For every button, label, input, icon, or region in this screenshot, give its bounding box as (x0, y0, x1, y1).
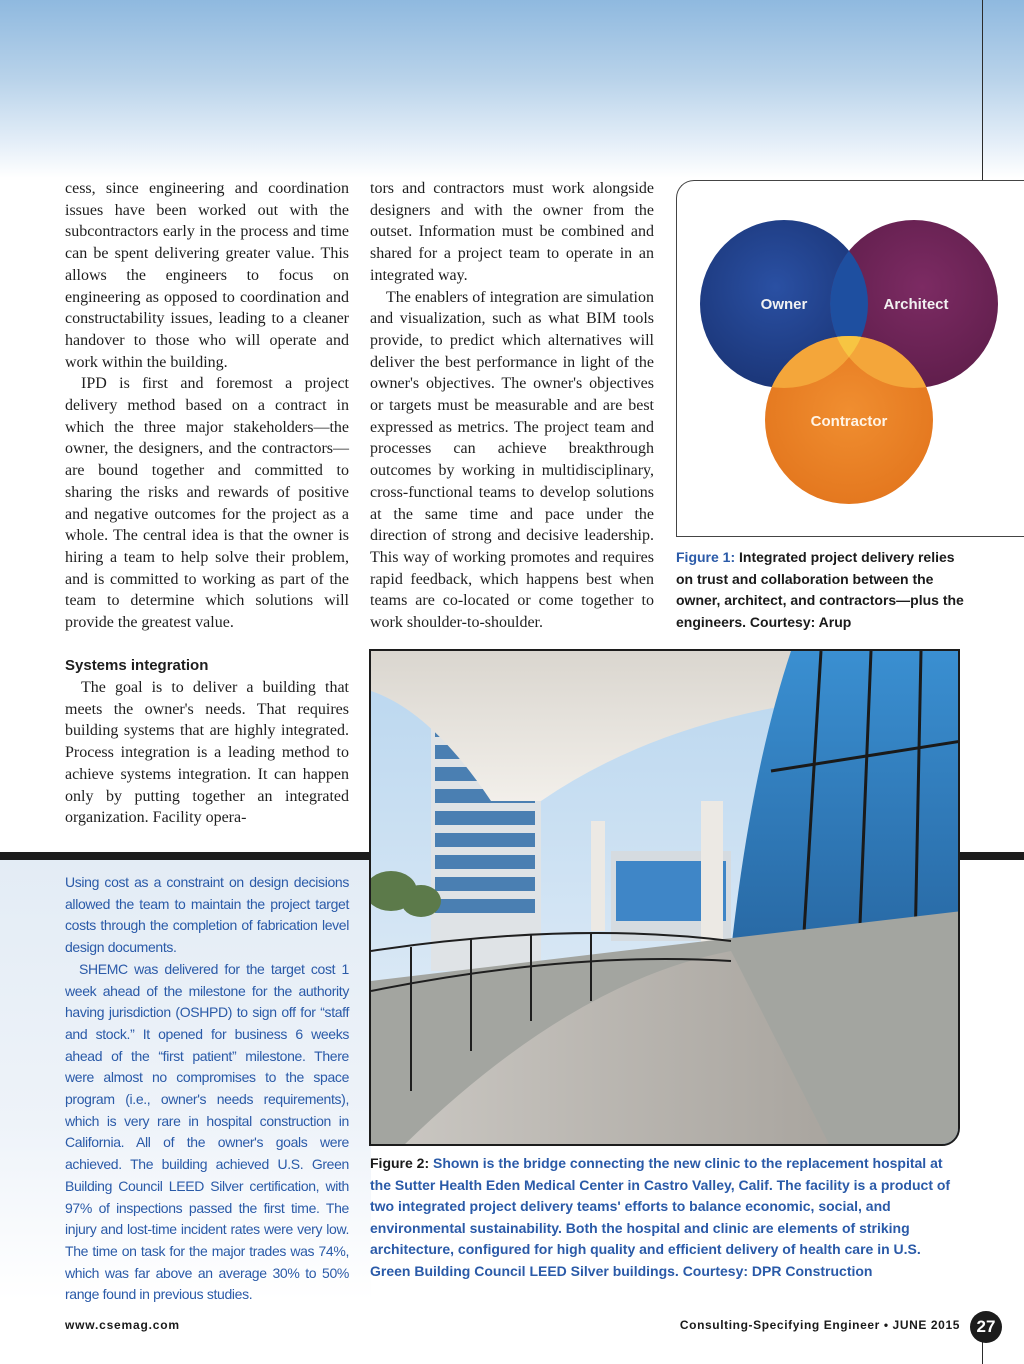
paragraph: IPD is first and foremost a project delivery method based on a contract in which the three major stakeholders—the owner, the designers, and the contractors—are bound together and committed to sharing the risks and rewards of positive and negative outcomes for the project as a whole. The central idea is that the owner is hiring a team to help solve their problem, and is committed to working as part of the team to determine which solutions will provide the greatest value. (65, 375, 349, 632)
margin-rule-top (982, 0, 983, 182)
paragraph: The goal is to deliver a building that meets the owner's needs. That requires building systems that are highly integrated. Process integration is a leading method to achieve systems integration. It can happen only by putting together an integrated organization. Facility opera- (65, 679, 349, 827)
sidebar-text (65, 872, 349, 1306)
venn-label-owner: Owner (760, 296, 808, 313)
paragraph: tors and contractors must work alongside designers and with the owner from the outset. Information must be combined and shared for a project team to operate in an integrated way. (370, 180, 654, 284)
page-number-badge: 27 (970, 1311, 1002, 1343)
figure2-caption (370, 1153, 960, 1283)
venn-label-architect: Architect (883, 296, 949, 313)
figure2-label: Figure 2: (370, 1155, 430, 1171)
venn-label-contractor: Contractor (810, 413, 888, 430)
figure2-photo (369, 649, 960, 1146)
figure1-caption (676, 547, 966, 633)
bridge-photo-illustration (371, 651, 960, 1146)
figure2-caption-text: Shown is the bridge connecting the new clinic to the replacement hospital at the Sutter Health Eden Medical Center in Castro Valley, Calif. The facility is a product of two integrated project delivery teams' efforts to balance economic, social, and environmental sustainability. Both the hospital and clinic are elements of striking architecture, configured for high quality and efficient delivery of health care in U.S. Green Building Council LEED Silver buildings. Courtesy: DPR Construction (370, 1155, 951, 1279)
text-column-left (65, 178, 349, 634)
section-heading: Systems integration (65, 657, 209, 674)
sidebar-top-rule-right (958, 852, 1024, 860)
footer-website: www.csemag.com (65, 1318, 180, 1332)
footer-publication: Consulting-Specifying Engineer • JUNE 2015 (679, 1318, 960, 1332)
systems-integration-section (65, 655, 349, 829)
sidebar-paragraph: SHEMC was delivered for the target cost 1 week ahead of the milestone for the authority having jurisdiction (OSHPD) to sign off for “staff and stock.” It opened for business 6 weeks ahead of the “first patient” milestone. There were almost no compromises to the space program (i.e., owner's needs requirements), which is very rare in hospital construction in California. All of the owner's goals were achieved. The building achieved U.S. Green Building Council LEED Silver certification, with 97% of inspections passed the first time. The injury and lost-time incident rates were very low. The time on task for the major trades was 74%, which was far above an average 30% to 50% range found in previous studies. (65, 960, 349, 1303)
figure1-venn-diagram (676, 180, 1016, 537)
figure1-label: Figure 1: (676, 549, 736, 565)
header-gradient-band (0, 0, 1024, 178)
text-column-middle (370, 178, 654, 634)
sidebar-paragraph: Using cost as a constraint on design decisions allowed the team to maintain the project target costs through the completion of fabrication level design documents. (65, 874, 349, 956)
sidebar-top-rule (0, 852, 371, 860)
paragraph: The enablers of integration are simulation and visualization, such as what BIM tools provide, to predict which alternatives will deliver the best performance in light of the owner's objectives. The owner's objectives or targets must be measurable and are best expressed as metrics. The project team and processes can achieve breakthrough outcomes by working in multidisciplinary, cross-functional teams to develop solutions at the same time and pace under the direction of strong and decisive leadership. This way of working promotes and requires rapid feedback, which happens best when teams are co-located or come together to work shoulder-to-shoulder. (370, 288, 654, 632)
paragraph: cess, since engineering and coordination issues have been worked out with the subcontractors early in the process and time can be spent delivering greater value. This allows the engineers to focus on engineering as opposed to coordination and constructability issues, leading to a cleaner handover to those who will operate and work within the building. (65, 180, 349, 371)
figure1-caption-text: Integrated project delivery relies on trust and collaboration between the owner, architect, and contractors—plus the engineers. Courtesy: Arup (676, 549, 964, 630)
